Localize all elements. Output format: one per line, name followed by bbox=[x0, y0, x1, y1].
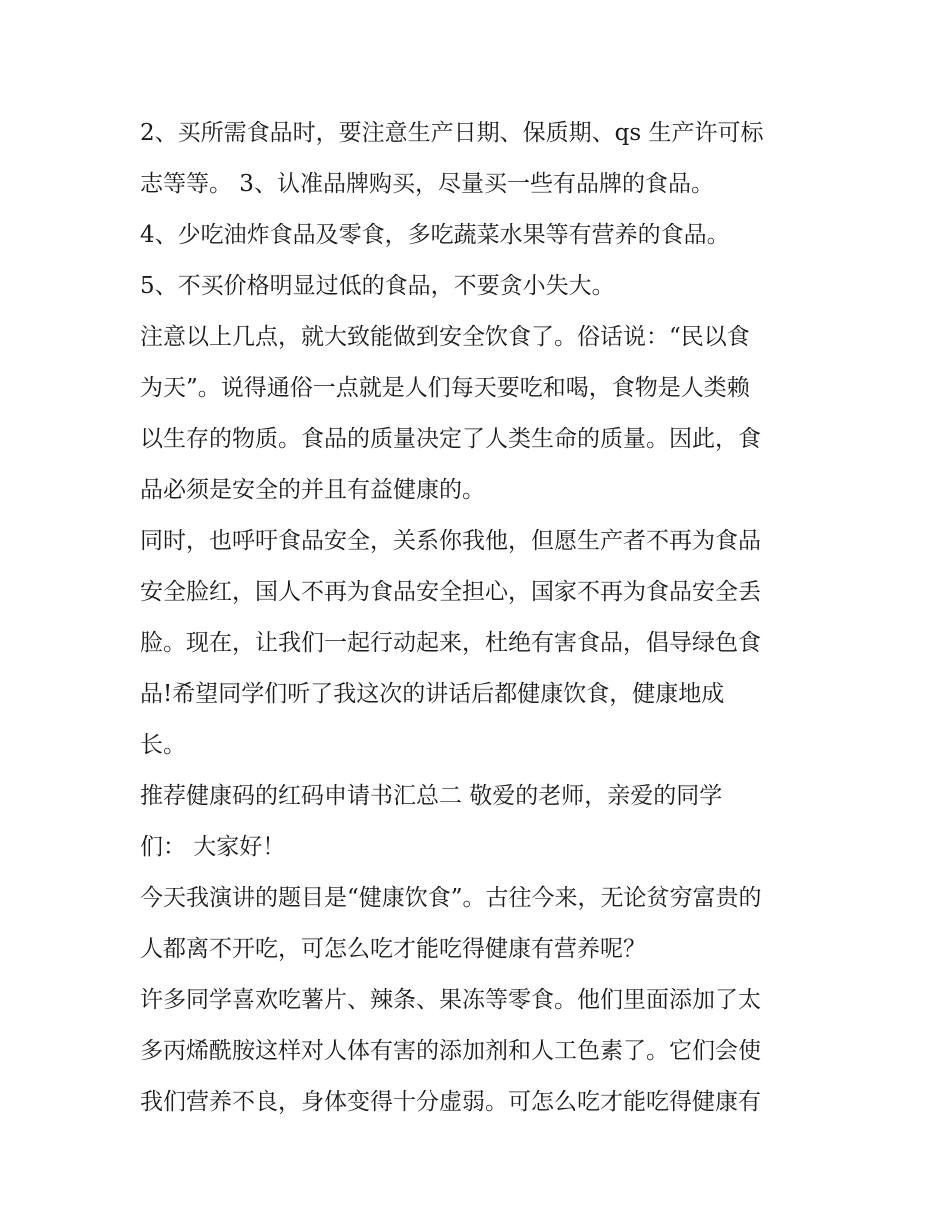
text-line: 5、不买价格明显过低的食品，不要贪小失大。 bbox=[140, 273, 615, 299]
text-line: 我们营养不良，身体变得十分虚弱。可怎么吃才能吃得健康有 bbox=[140, 1089, 761, 1115]
text-line: 们： 大家好！ bbox=[140, 834, 286, 860]
text-line: 注意以上几点，就大致能做到安全饮食了。俗话说：“民以食 bbox=[140, 324, 750, 350]
text-line: 多丙烯酰胺这样对人体有害的添加剂和人工色素了。它们会使 bbox=[140, 1038, 761, 1064]
text-line: 品!希望同学们听了我这次的讲话后都健康饮食，健康地成 bbox=[140, 681, 725, 707]
text-line: 安全脸红，国人不再为食品安全担心，国家不再为食品安全丢 bbox=[140, 579, 761, 605]
text-line: 许多同学喜欢吃薯片、辣条、果冻等零食。他们里面添加了太 bbox=[140, 987, 761, 1013]
text-line: 以生存的物质。食品的质量决定了人类生命的质量。因此，食 bbox=[140, 426, 761, 452]
document-body bbox=[140, 108, 820, 1128]
text-line: 4、少吃油炸食品及零食，多吃蔬菜水果等有营养的食品。 bbox=[140, 222, 730, 248]
text-line: 2、买所需食品时，要注意生产日期、保质期、qs 生产许可标 bbox=[140, 120, 764, 146]
text-line: 脸。现在，让我们一起行动起来，杜绝有害食品，倡导绿色食 bbox=[140, 630, 761, 656]
text-line: 志等等。 3、认准品牌购买，尽量买一些有品牌的食品。 bbox=[140, 171, 714, 197]
text-line: 为天”。说得通俗一点就是人们每天要吃和喝，食物是人类赖 bbox=[140, 375, 750, 401]
text-line: 长。 bbox=[140, 732, 186, 758]
text-line: 同时，也呼吁食品安全，关系你我他，但愿生产者不再为食品 bbox=[140, 528, 761, 554]
text-line: 人都离不开吃，可怎么吃才能吃得健康有营养呢？ bbox=[140, 936, 646, 962]
text-line: 推荐健康码的红码申请书汇总二 敬爱的老师，亲爱的同学 bbox=[140, 783, 723, 809]
text-line: 品必须是安全的并且有益健康的。 bbox=[140, 477, 485, 503]
text-line: 今天我演讲的题目是“健康饮食”。古往今来，无论贫穷富贵的 bbox=[140, 885, 762, 911]
